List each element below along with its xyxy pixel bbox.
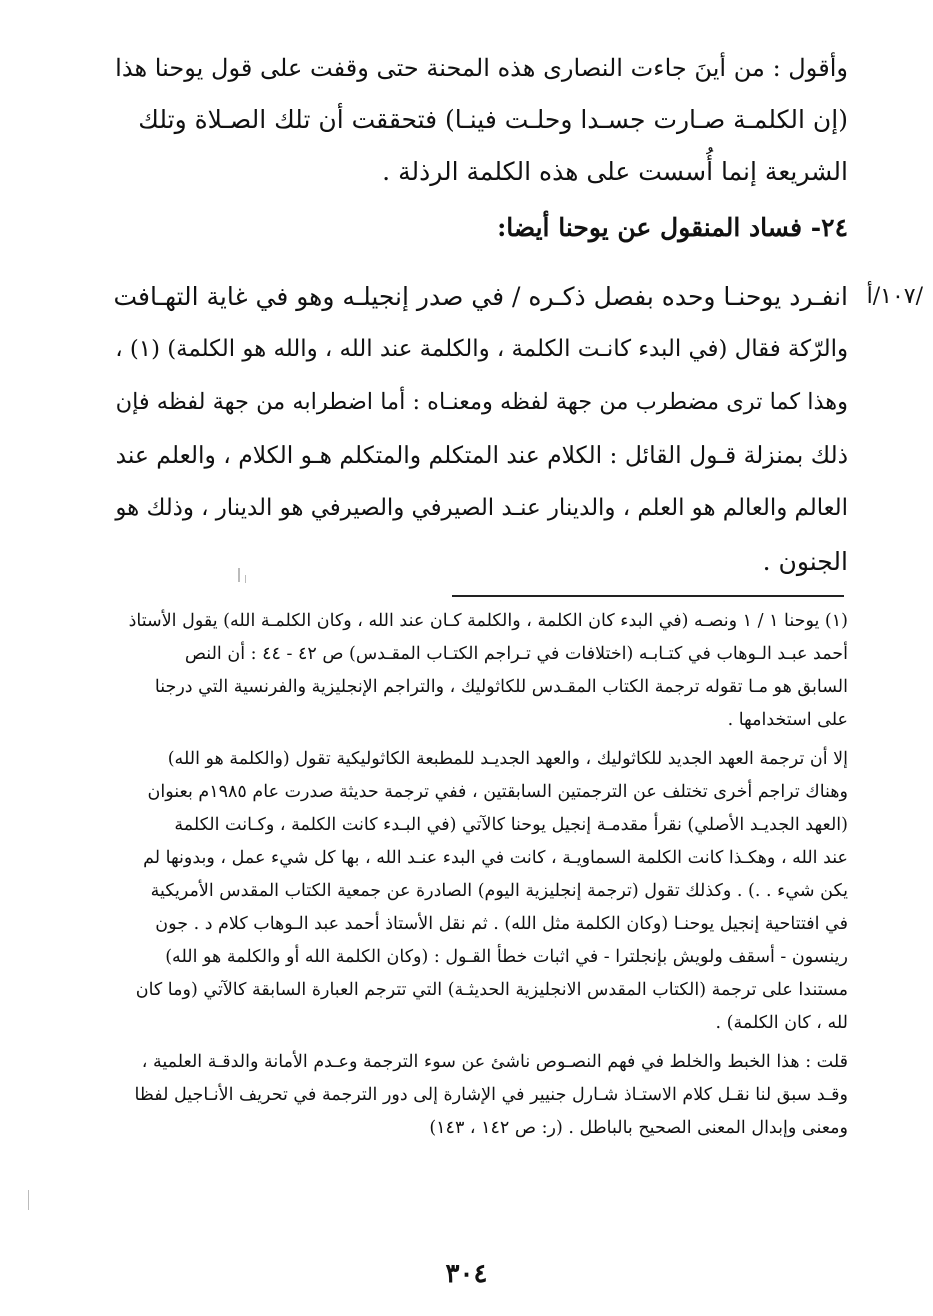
text-line: العالم والعالم هو العلم ، والدينار عنـد الصيرفي والصيرفي هو الدينار ، وذلك هو — [115, 495, 848, 521]
text-line: الشريعة إنما أُسست على هذه الكلمة الرذلة . — [382, 157, 848, 186]
manuscript-folio-reference: /١٠٧/أ — [866, 284, 923, 309]
footnotes — [100, 605, 848, 1145]
text-line: وهذا كما ترى مضطرب من جهة لفظه ومعنـاه : أما اضطرابه من جهة لفظه فإن — [115, 389, 848, 415]
footnote-line: عند الله ، وهكـذا كانت الكلمة السماويـة ، كانت في البدء عنـد الله ، بها كل شيء عمل ، وبدونها لم — [143, 848, 848, 868]
footnote-block — [100, 743, 848, 1040]
footnote-block — [100, 605, 848, 737]
text-line: (إن الكلمـة صـارت جسـدا وحلـت فينـا) فتحققت أن تلك الصـلاة وتلك — [138, 105, 848, 134]
footnote-line: مستندا على ترجمة (الكتاب المقدس الانجليزية الحديثـة) التي تترجم العبارة السابقة كالآتي (وما كان — [135, 980, 848, 1000]
text-line: انفـرد يوحنـا وحده بفصل ذكـره / في صدر إنجيلـه وهو في غاية التهـافت — [113, 282, 848, 311]
footnote-line: على استخدامها . — [727, 710, 848, 730]
footnote-line: السابق هو مـا تقوله ترجمة الكتاب المقـدس للكاثوليك ، والتراجم الإنجليزية والفرنسية التي درجنا — [154, 677, 848, 697]
footnote-divider — [452, 595, 844, 597]
footnote-line: وقـد سبق لنا نقـل كلام الاستـاذ شـارل جنيير في الإشارة إلى دور الترجمة في تحريف الأنـاجيل لفظا — [134, 1085, 848, 1105]
footnote-line: (١) يوحنا ١ / ١ ونصـه (في البدء كان الكلمة ، والكلمة كـان عند الله ، وكان الكلمـة الله) يقول الأستاذ — [128, 611, 848, 631]
footnote-line: في افتتاحية إنجيل يوحنـا (وكان الكلمة مثل الله) . ثم نقل الأستاذ أحمد عبد الـوهاب كلام د . جون — [155, 914, 848, 934]
footnote-line: رينسون - أسقف ولويش بإنجلترا - في اثبات خطأ القـول : (وكان الكلمة الله أو والكلمة هو الله) — [165, 947, 848, 967]
footnote-block — [100, 1046, 848, 1145]
footnote-line: أحمد عبـد الـوهاب في كتـابـه (اختلافات في تـراجم الكتـاب المقـدس) ص ٤٢ - ٤٤ : أن النص — [184, 644, 848, 664]
text-line: ذلك بمنزلة قـول القائل : الكلام عند المتكلم والمتكلم هـو الكلام ، والعلم عند — [115, 441, 848, 469]
footnote-line: وهناك تراجم أخرى تختلف عن الترجمتين السابقتين ، ففي ترجمة حديثة صدرت عام ١٩٨٥م بعنوان — [147, 782, 848, 802]
scan-mark — [238, 568, 240, 582]
text-line: وأقول : من أينَ جاءت النصارى هذه المحنة حتى وقفت على قول يوحنا هذا — [115, 54, 848, 82]
scan-mark — [245, 575, 246, 583]
footnote-line: (العهد الجديـد الأصلي) نقرأ مقدمـة إنجيل يوحنا كالآتي (في البـدء كانت الكلمة ، وكـانت الكلمة — [174, 815, 848, 835]
footnote-line: يكن شيء . .) . وكذلك تقول (ترجمة إنجليزية اليوم) الصادرة عن جمعية الكتاب المقدس الأمريكية — [150, 881, 848, 901]
section-heading: ٢٤- فساد المنقول عن يوحنا أيضا: — [497, 213, 848, 242]
page-number: ٣٠٤ — [445, 1259, 488, 1289]
footnote-line: ومعنى وإبدال المعنى الصحيح بالباطل . (ر: ص ١٤٢ ، ١٤٣) — [429, 1118, 848, 1138]
footnote-line: لله ، كان الكلمة) . — [715, 1013, 848, 1033]
text-line: الجنون . — [762, 547, 848, 576]
text-line: والرّكة فقال (في البدء كانـت الكلمة ، والكلمة عند الله ، والله هو الكلمة) (١) ، — [115, 336, 848, 362]
footnote-line: قلت : هذا الخبط والخلط في فهم النصـوص ناشئ عن سوء الترجمة وعـدم الأمانة والدقـة العلمية ، — [141, 1052, 848, 1072]
top-paragraph — [100, 42, 848, 198]
main-paragraph — [100, 270, 848, 588]
scan-mark — [28, 1190, 29, 1210]
footnote-line: إلا أن ترجمة العهد الجديد للكاثوليك ، والعهد الجديـد للمطبعة الكاثوليكية تقول (والكلمة هو الله) — [167, 749, 848, 769]
